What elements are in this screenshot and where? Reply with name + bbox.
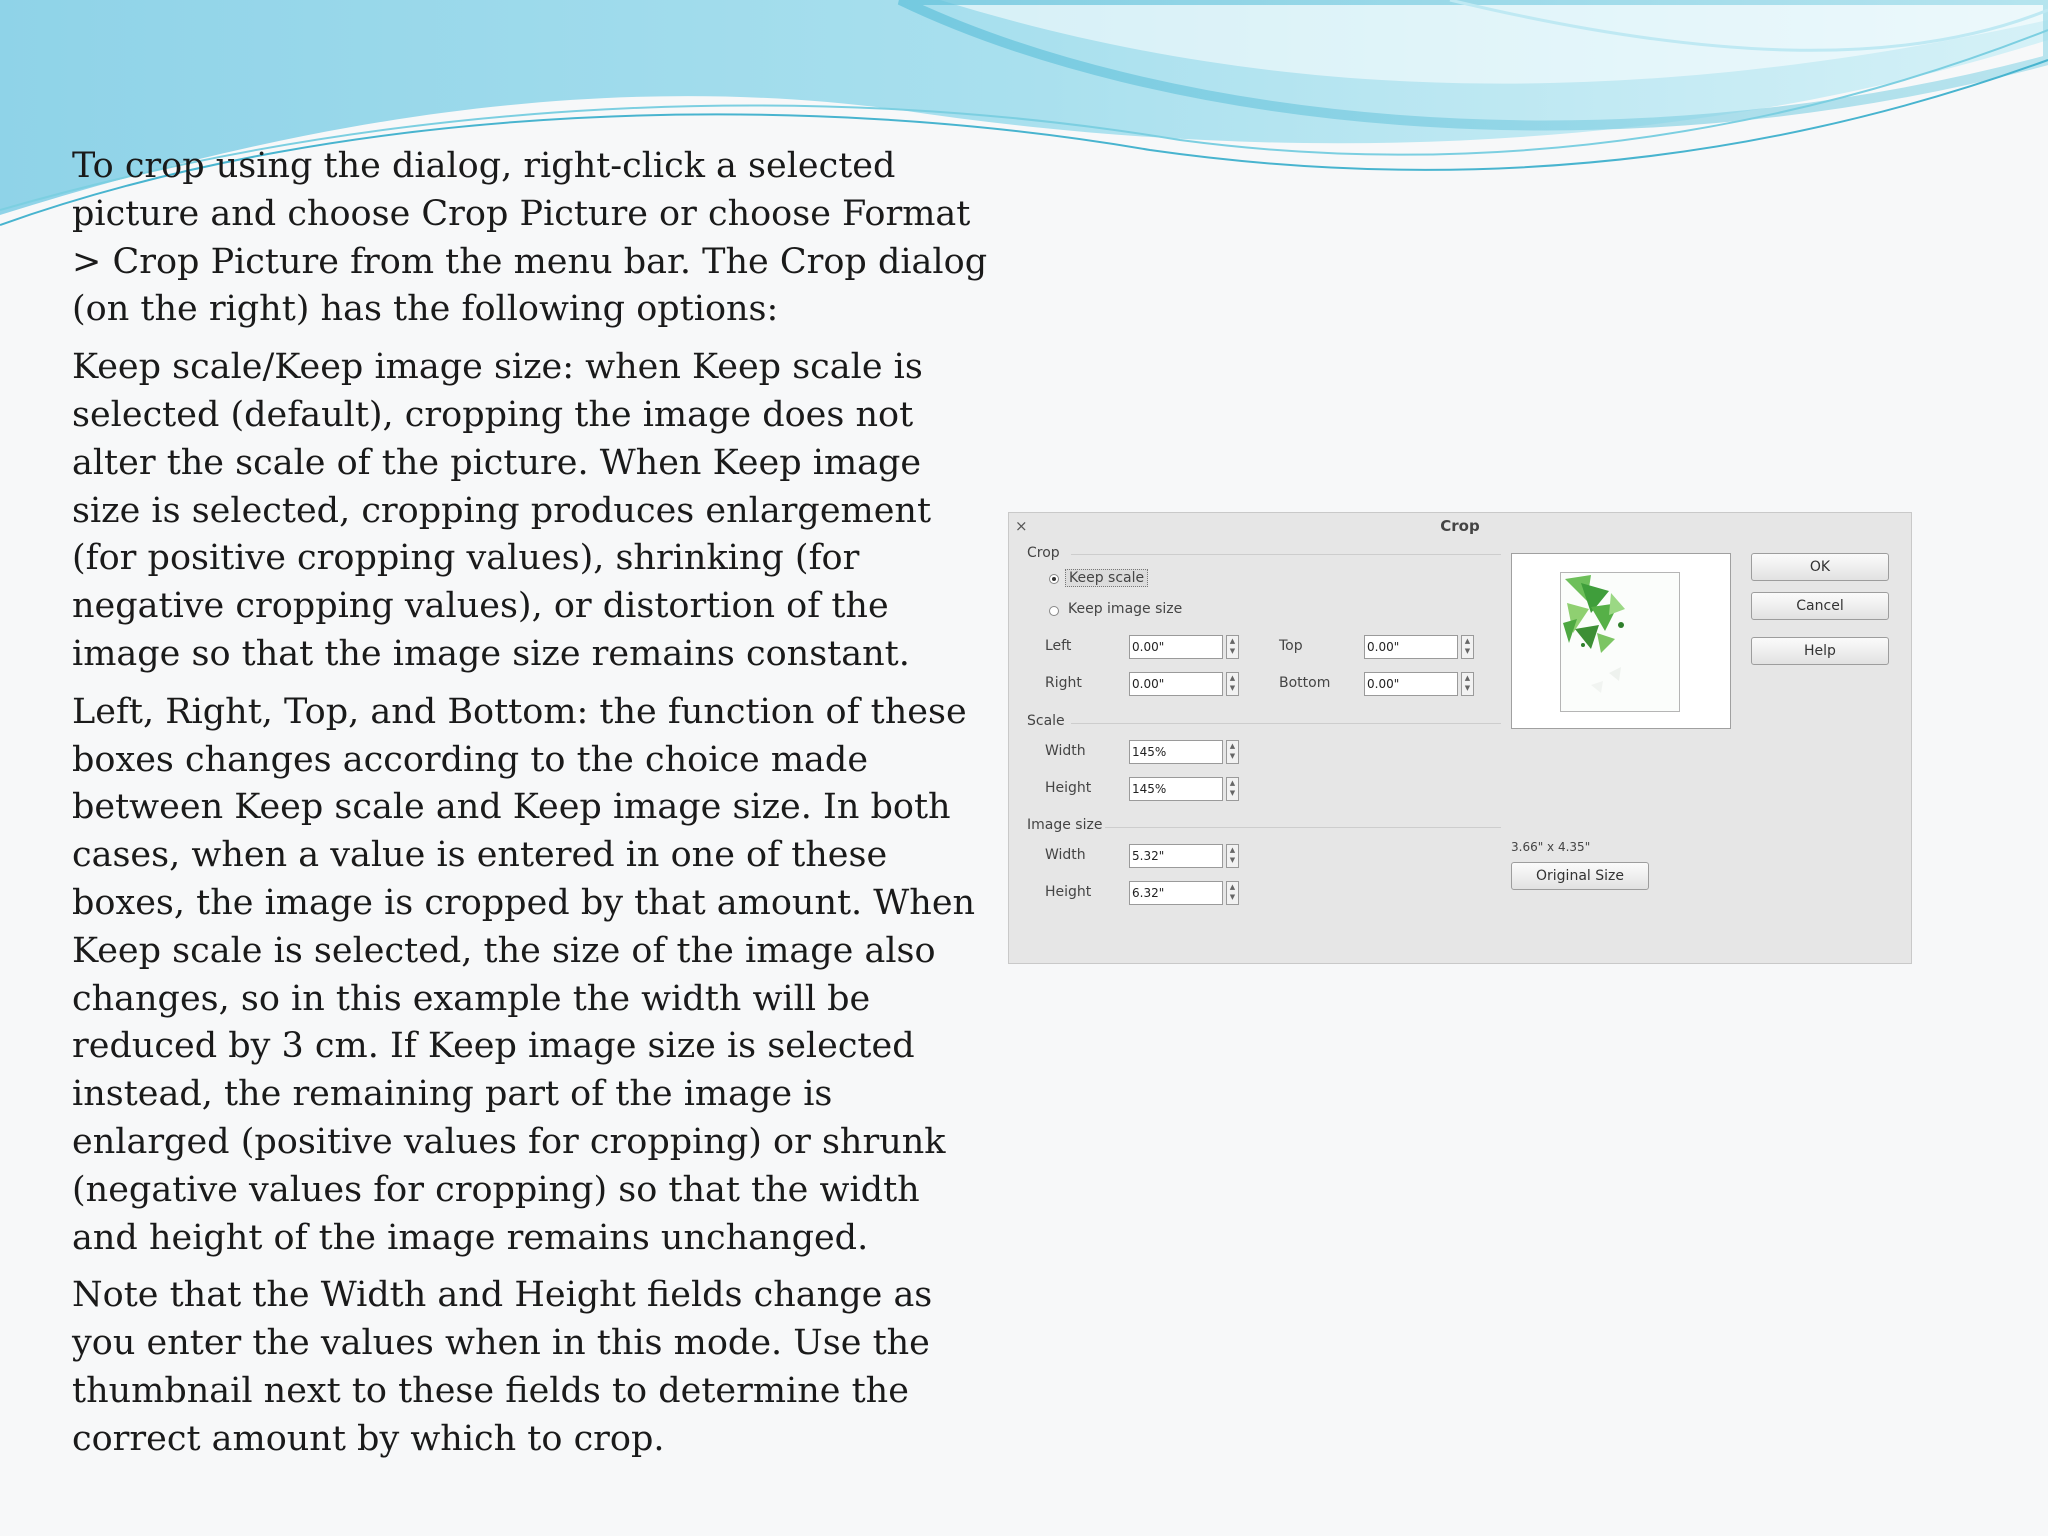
paragraph-intro: To crop using the dialog, right-click a selected picture and choose Crop Picture or choose Format > Crop Picture from the menu bar. The Crop dialog (on the right) has the following options: bbox=[72, 146, 988, 330]
scale-width-label: Width bbox=[1045, 743, 1086, 759]
paragraph-keep-scale: Keep scale/Keep image size: when Keep scale is selected (default), cropping the image does not alter the scale of the picture. When Keep image size is selected, cropping produces enlargement (for positive cropping values), shrinking (for negative cropping values), or distortion of the image so that the image size remains constant. bbox=[72, 347, 932, 674]
right-input[interactable]: 0.00" bbox=[1129, 672, 1223, 696]
paragraph-note: Note that the Width and Height fields change as you enter the values when in this mode. Use the thumbnail next to these fields to determine the correct amount by which to crop. bbox=[72, 1275, 933, 1459]
scale-height-input[interactable]: 145% bbox=[1129, 777, 1223, 801]
preview-frame bbox=[1560, 572, 1680, 712]
size-width-spin-icon[interactable]: ▲ ▼ bbox=[1226, 844, 1239, 868]
top-label: Top bbox=[1279, 638, 1303, 654]
paragraph-left-right-top-bottom: Left, Right, Top, and Bottom: the function of these boxes changes according to the choice made between Keep scale and Keep image size. In both cases, when a value is entered in one of these boxes, the image is cropped by that amount. When Keep scale is selected, the size of the image also changes, so in this example the width will be reduced by 3 cm. If Keep image size is selected instead, the remaining part of the image is enlarged (positive values for cropping) or shrunk (negative values for cropping) so that the width and height of the image remains unchanged. bbox=[72, 691, 976, 1258]
leaf-picture-icon bbox=[1561, 573, 1679, 711]
size-width-input[interactable]: 5.32" bbox=[1129, 844, 1223, 868]
left-spin-icon[interactable]: ▲ ▼ bbox=[1226, 635, 1239, 659]
scale-section-separator bbox=[1071, 723, 1501, 724]
crop-preview bbox=[1511, 553, 1731, 729]
slide-body-text bbox=[72, 143, 992, 1474]
scale-section-label: Scale bbox=[1027, 713, 1065, 729]
cancel-button[interactable]: Cancel bbox=[1751, 592, 1889, 620]
close-icon[interactable]: × bbox=[1015, 517, 1028, 535]
keep-image-size-label[interactable]: Keep image size bbox=[1068, 601, 1183, 617]
scale-height-label: Height bbox=[1045, 780, 1092, 796]
left-label: Left bbox=[1045, 638, 1072, 654]
bottom-spin-icon[interactable]: ▲ ▼ bbox=[1461, 672, 1474, 696]
image-size-section-separator bbox=[1105, 827, 1501, 828]
keep-scale-label[interactable]: Keep scale bbox=[1065, 569, 1148, 587]
top-spin-icon[interactable]: ▲ ▼ bbox=[1461, 635, 1474, 659]
crop-section-label: Crop bbox=[1027, 545, 1060, 561]
size-height-input[interactable]: 6.32" bbox=[1129, 881, 1223, 905]
bottom-input[interactable]: 0.00" bbox=[1364, 672, 1458, 696]
scale-width-spin-icon[interactable]: ▲ ▼ bbox=[1226, 740, 1239, 764]
original-dimensions: 3.66" x 4.35" bbox=[1511, 840, 1591, 854]
original-size-button[interactable]: Original Size bbox=[1511, 862, 1649, 890]
crop-section-separator bbox=[1071, 554, 1501, 555]
help-button[interactable]: Help bbox=[1751, 637, 1889, 665]
keep-scale-radio[interactable] bbox=[1049, 574, 1059, 584]
image-size-section-label: Image size bbox=[1027, 817, 1103, 833]
scale-width-input[interactable]: 145% bbox=[1129, 740, 1223, 764]
right-label: Right bbox=[1045, 675, 1082, 691]
bottom-label: Bottom bbox=[1279, 675, 1331, 691]
dialog-title: Crop bbox=[1440, 517, 1480, 535]
ok-button[interactable]: OK bbox=[1751, 553, 1889, 581]
scale-height-spin-icon[interactable]: ▲ ▼ bbox=[1226, 777, 1239, 801]
size-width-label: Width bbox=[1045, 847, 1086, 863]
crop-dialog bbox=[1008, 512, 1912, 964]
top-input[interactable]: 0.00" bbox=[1364, 635, 1458, 659]
keep-image-size-radio[interactable] bbox=[1049, 606, 1059, 616]
right-spin-icon[interactable]: ▲ ▼ bbox=[1226, 672, 1239, 696]
size-height-label: Height bbox=[1045, 884, 1092, 900]
left-input[interactable]: 0.00" bbox=[1129, 635, 1223, 659]
size-height-spin-icon[interactable]: ▲ ▼ bbox=[1226, 881, 1239, 905]
